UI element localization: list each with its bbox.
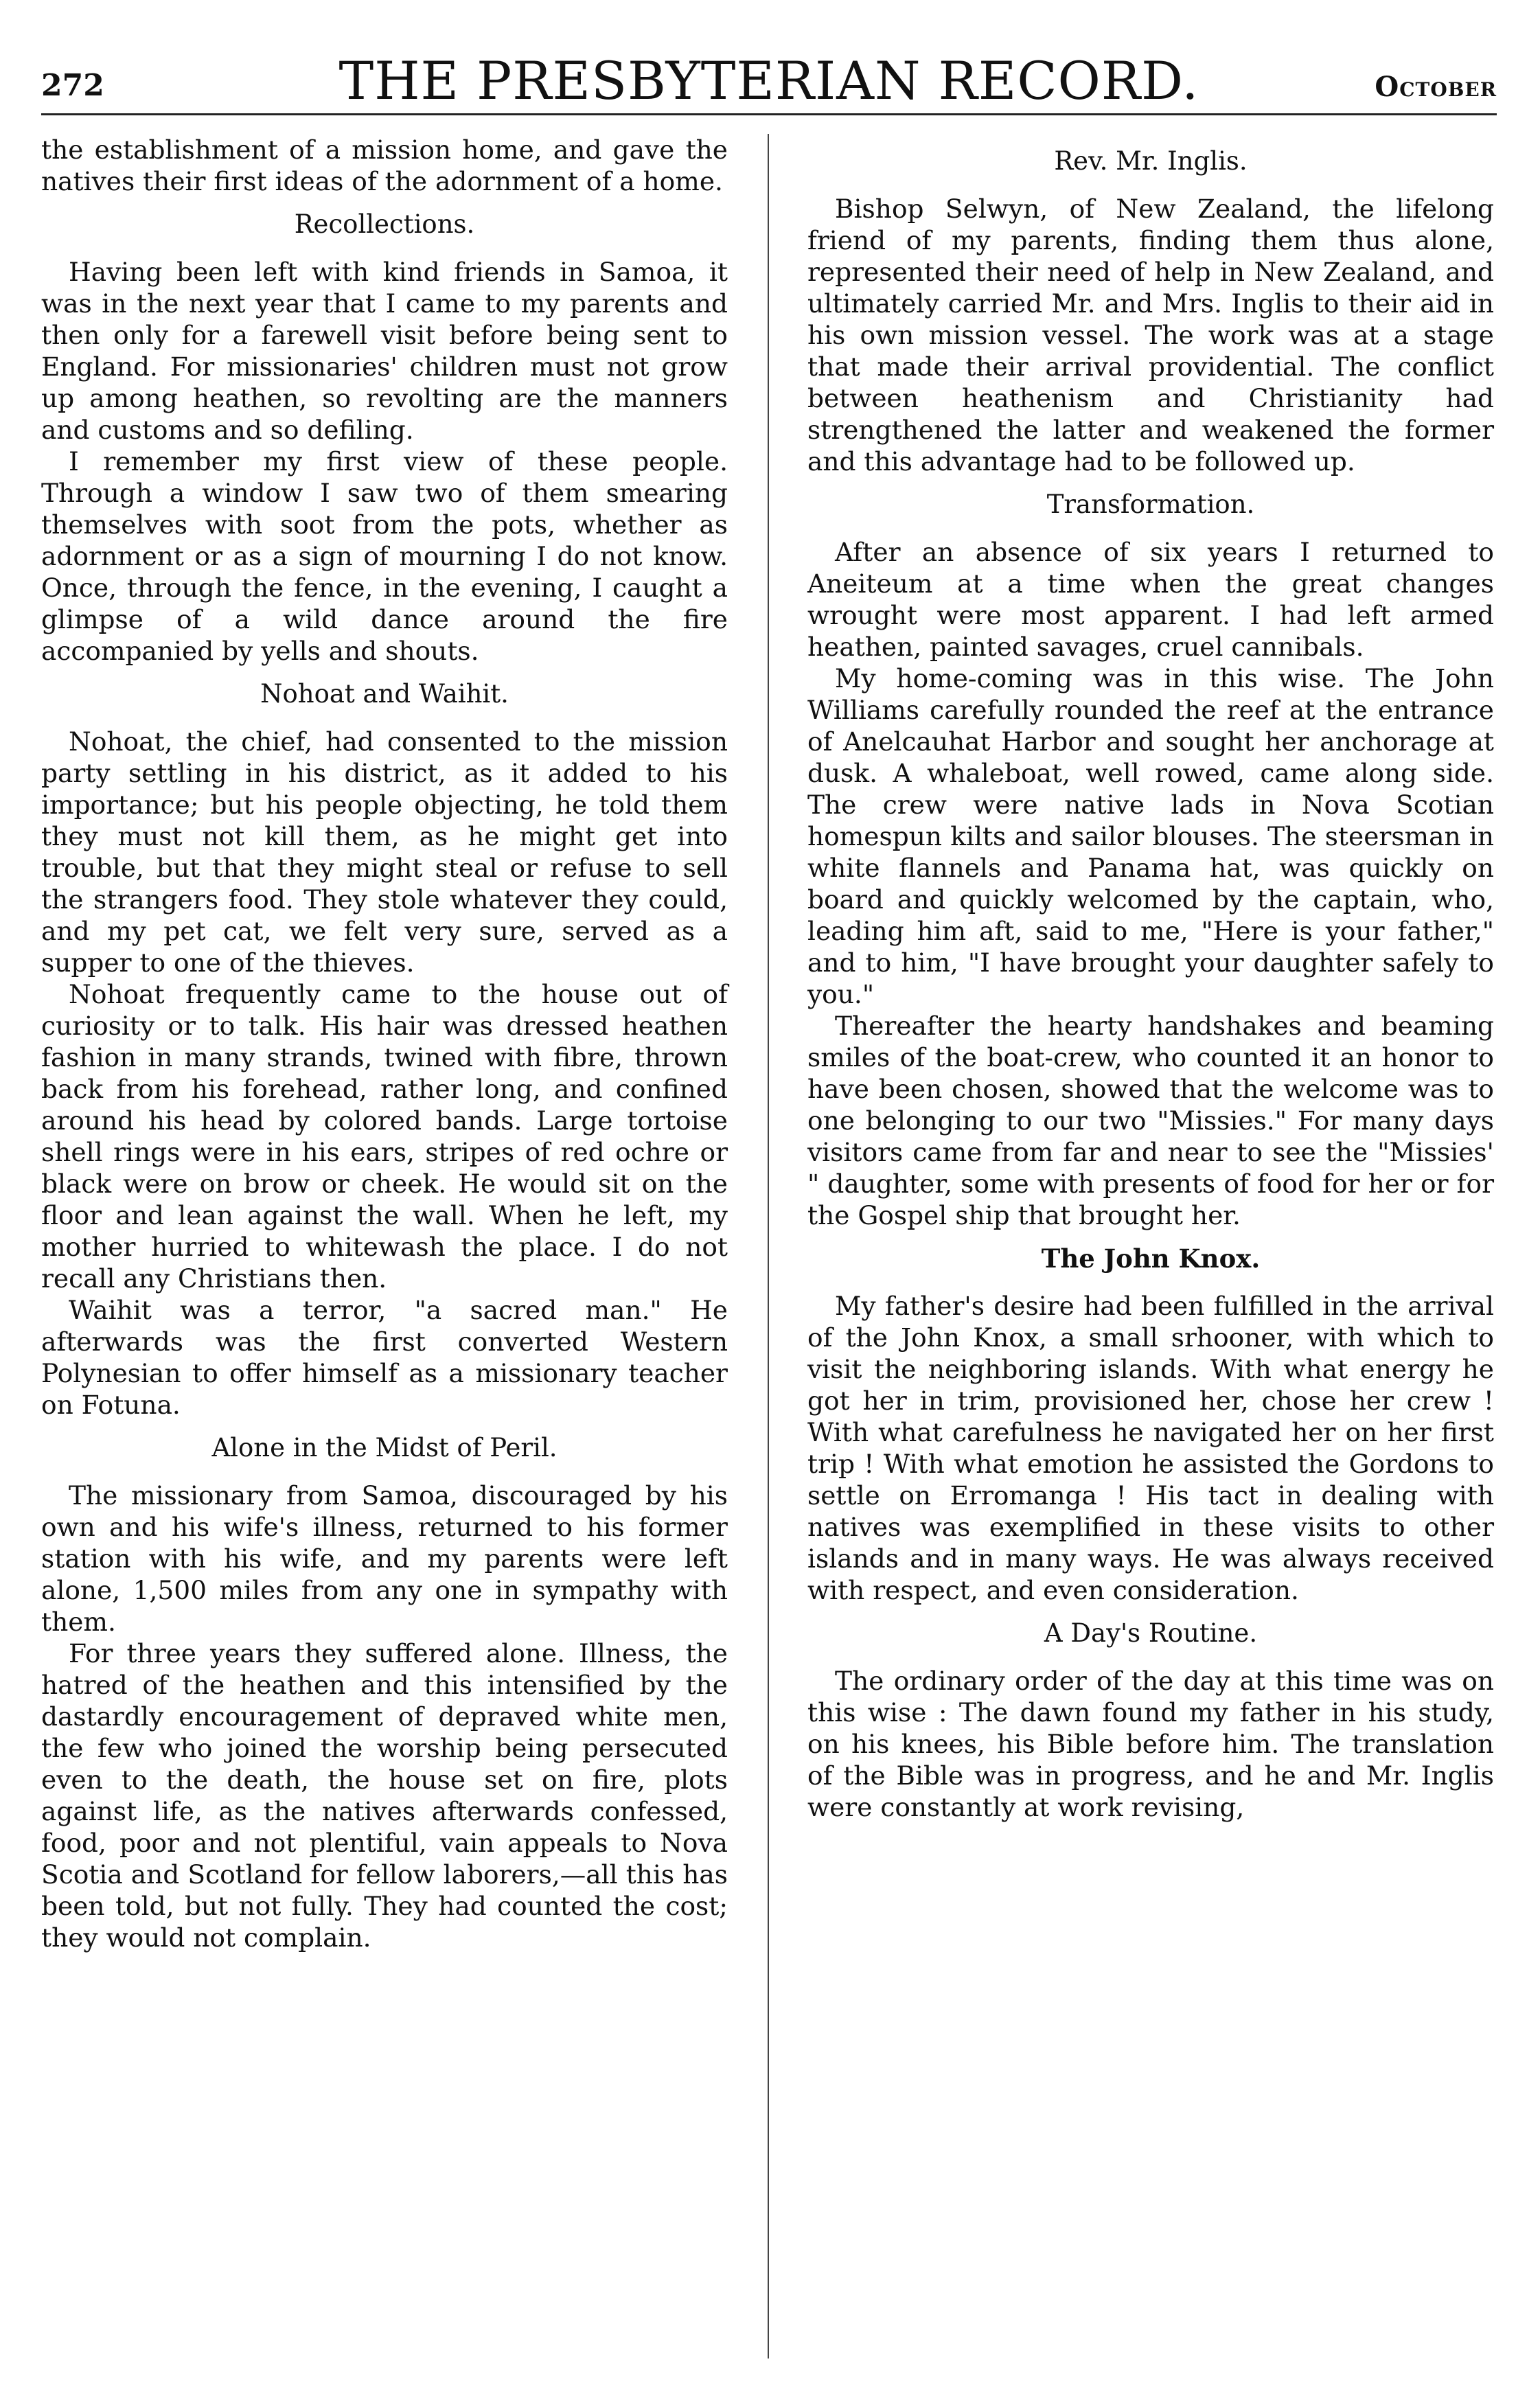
paragraph: My father's desire had been fulfilled in the arrival of the John Knox, a small srhooner, with which to visit the neighboring islands. With what energy he got her in trim, provisioned her, chose her crew ! With what carefulness he navigated her on her first trip ! With what emotion he assisted the Gordons to settle on Erromanga ! His tact in dealing with natives was exemplified in these visits to other islands and in many ways. He was always received with respect, and even consideration. xyxy=(807,1291,1494,1605)
paragraph: The ordinary order of the day at this time was on this wise : The dawn found my father in his study, on his knees, his Bible before him. The translation of the Bible was in progress, and he and Mr. Inglis were constantly at work revising, xyxy=(807,1666,1494,1822)
page-number: 272 xyxy=(41,68,104,103)
column-divider xyxy=(768,134,769,2358)
section-heading-rev-mr-inglis: Rev. Mr. Inglis. xyxy=(1054,146,1248,176)
journal-title: THE PRESBYTERIAN RECORD. xyxy=(338,50,1199,111)
newspaper-page xyxy=(41,31,1497,2365)
issue-month: October xyxy=(1375,71,1497,103)
paragraph: Nohoat, the chief, had consented to the mission party settling in his district, as it added to his importance; but his people objecting, he told them they must not kill them, as he might get into trouble, but that they might steal or refuse to sell the strangers food. They stole whatever they could, and my pet cat, we felt very sure, served as a supper to one of the thieves. xyxy=(41,726,728,978)
article-columns xyxy=(41,134,1497,2365)
section-heading-alone-in-the-midst-of-peril: Alone in the Midst of Peril. xyxy=(211,1433,558,1462)
paragraph: the establishment of a mission home, and gave the natives their first ideas of the adornment of a home. xyxy=(41,135,728,196)
section-heading-transformation: Transformation. xyxy=(1046,490,1255,519)
paragraph: Waihit was a terror, "a sacred man." He afterwards was the first converted Western Polynesian to offer himself as a missionary teacher on Fotuna. xyxy=(41,1295,728,1420)
section-heading-nohoat-and-waihit: Nohoat and Waihit. xyxy=(260,679,509,709)
page-header xyxy=(41,31,1497,115)
right-column xyxy=(807,134,1494,1823)
section-heading-recollections: Recollections. xyxy=(294,209,475,239)
paragraph: My home-coming was in this wise. The John Williams carefully rounded the reef at the entrance of Anelcauhat Harbor and sought her anchorage at dusk. A whaleboat, well rowed, came along side. The crew were native lads in Nova Scotian homespun kilts and sailor blouses. The steersman in white flannels and Panama hat, was quickly on board and quickly welcomed by the captain, who, leading him aft, said to me, "Here is your father," and to him, "I have brought your daughter safely to you." xyxy=(807,663,1494,1009)
paragraph: Bishop Selwyn, of New Zealand, the lifelong friend of my parents, finding them thus alone, represented their need of help in New Zealand, and ultimately carried Mr. and Mrs. Inglis to their aid in his own mission vessel. The work was at a stage that made their arrival providential. The conflict between heathenism and Christianity had strengthened the latter and weakened the former and this advantage had to be followed up. xyxy=(807,194,1494,477)
paragraph: After an absence of six years I returned to Aneiteum at a time when the great changes wrought were most apparent. I had left armed heathen, painted savages, cruel cannibals. xyxy=(807,537,1494,662)
paragraph: For three years they suffered alone. Illness, the hatred of the heathen and this intensified by the dastardly encouragement of depraved white men, the few who joined the worship being persecuted even to the death, the house set on fire, plots against life, as the natives afterwards confessed, food, poor and not plentiful, vain appeals to Nova Scotia and Scotland for fellow laborers,—all this has been told, but not fully. They had counted the cost; they would not complain. xyxy=(41,1638,728,1953)
section-heading-the-john-knox: The John Knox. xyxy=(1041,1243,1261,1274)
section-heading-a-days-routine: A Day's Routine. xyxy=(1044,1618,1258,1648)
paragraph: Having been left with kind friends in Samoa, it was in the next year that I came to my parents and then only for a farewell visit before being sent to England. For missionaries' children must not grow up among heathen, so revolting are the manners and customs and so defiling. xyxy=(41,257,728,445)
paragraph: Thereafter the hearty handshakes and beaming smiles of the boat-crew, who counted it an honor to have been chosen, showed that the welcome was to one belonging to our two "Missies." For many days visitors came from far and near to see the "Missies' " daughter, some with presents of food for her or for the Gospel ship that brought her. xyxy=(807,1011,1494,1230)
left-column xyxy=(41,134,728,1953)
paragraph: The missionary from Samoa, discouraged by his own and his wife's illness, returned to his former station with his wife, and my parents were left alone, 1,500 miles from any one in sympathy with them. xyxy=(41,1480,728,1637)
paragraph: I remember my first view of these people. Through a window I saw two of them smearing themselves with soot from the pots, whether as adornment or as a sign of mourning I do not know. Once, through the fence, in the evening, I caught a glimpse of a wild dance around the fire accompanied by yells and shouts. xyxy=(41,446,728,666)
paragraph: Nohoat frequently came to the house out of curiosity or to talk. His hair was dressed heathen fashion in many strands, twined with fibre, thrown back from his forehead, rather long, and confined around his head by colored bands. Large tortoise shell rings were in his ears, stripes of red ochre or black were on brow or cheek. He would sit on the floor and lean against the wall. When he left, my mother hurried to whitewash the place. I do not recall any Christians then. xyxy=(41,979,728,1294)
